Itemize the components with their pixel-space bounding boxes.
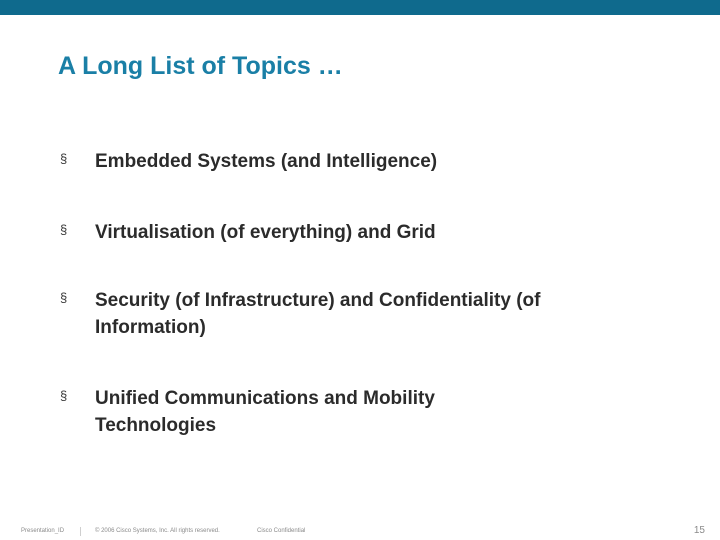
bullet-text bbox=[95, 148, 675, 175]
slide-title: A Long List of Topics … bbox=[58, 52, 343, 80]
footer-confidential: Cisco Confidential bbox=[257, 528, 306, 534]
bullet-line: Information) bbox=[95, 317, 206, 338]
bullet-marker-icon: § bbox=[60, 290, 68, 305]
bullet-line: Security (of Infrastructure) and Confidentiality (of bbox=[95, 290, 541, 311]
footer-presentation-id: Presentation_ID bbox=[21, 528, 65, 534]
bullet-line: Virtualisation (of everything) and Grid bbox=[95, 222, 436, 243]
bullet-line: Technologies bbox=[95, 415, 217, 436]
header-bar bbox=[0, 0, 720, 15]
footer-copyright: © 2006 Cisco Systems, Inc. All rights reserved. bbox=[95, 528, 220, 534]
bullet-line: Unified Communications and Mobility bbox=[95, 388, 435, 409]
bullet-text bbox=[95, 287, 675, 341]
bullet-text bbox=[95, 385, 675, 439]
page-number: 15 bbox=[693, 525, 705, 536]
bullet-marker-icon: § bbox=[60, 151, 68, 166]
bullet-line: Embedded Systems (and Intelligence) bbox=[95, 151, 438, 172]
bullet-marker-icon: § bbox=[60, 388, 68, 403]
bullet-text bbox=[95, 219, 675, 246]
footer-divider bbox=[80, 527, 81, 536]
header-divider bbox=[0, 15, 720, 17]
bullet-marker-icon: § bbox=[60, 222, 68, 237]
